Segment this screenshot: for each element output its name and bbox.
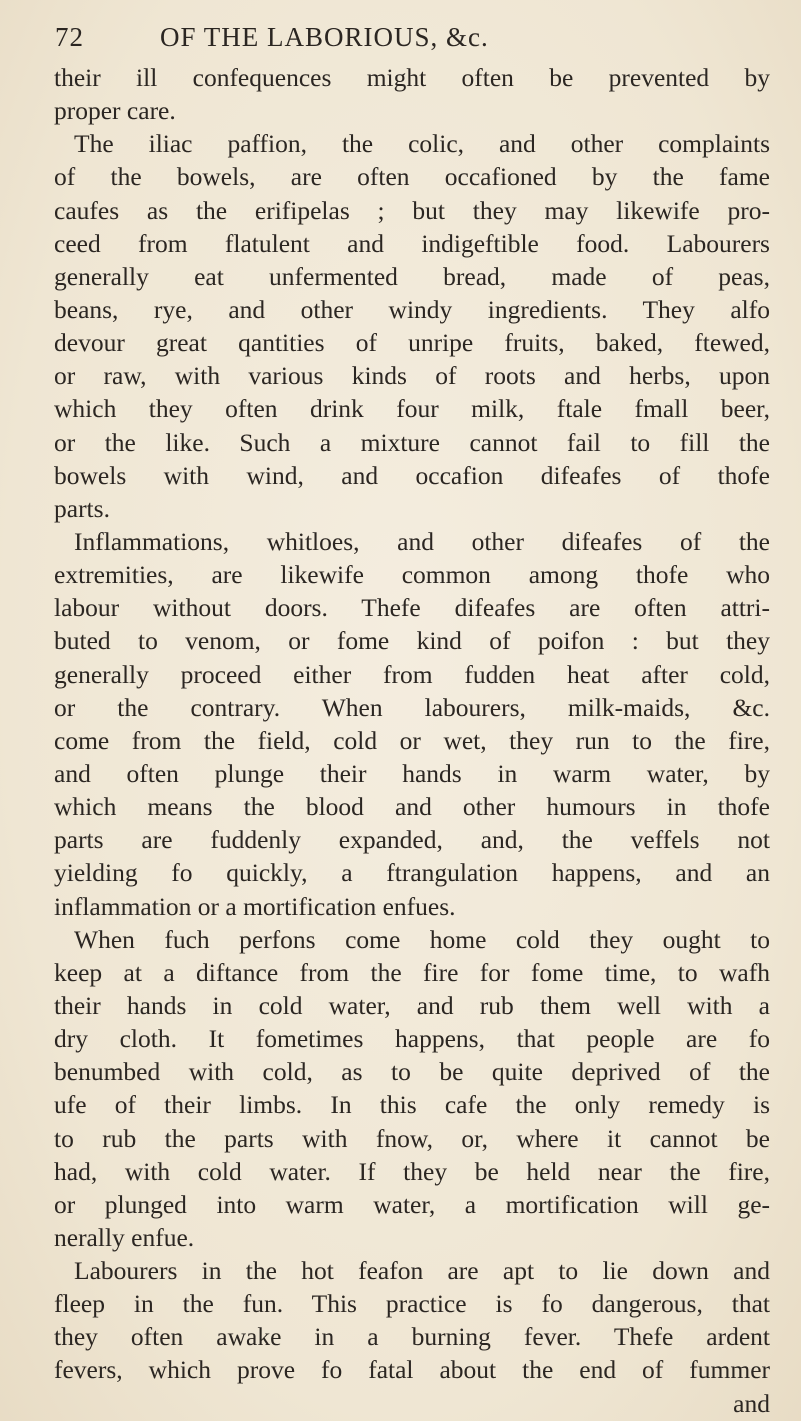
text-line: ufe of their limbs. In this cafe the only remedy is: [54, 1090, 770, 1120]
catchword: and: [733, 1388, 770, 1418]
text-line: they often awake in a burning fever. Thefe ardent: [54, 1322, 770, 1352]
text-line: had, with cold water. If they be held near the fire,: [54, 1156, 770, 1186]
text-line: bowels with wind, and occafion difeafes of thofe: [54, 460, 770, 490]
running-title: OF THE LABORIOUS, &c.: [160, 22, 489, 52]
text-line: or the like. Such a mixture cannot fail to fill the: [54, 427, 770, 457]
text-line: inflammation or a mortification enfues.: [54, 891, 456, 921]
text-line: The iliac paffion, the colic, and other complaints: [74, 129, 770, 159]
text-line: which they often drink four milk, ftale fmall beer,: [54, 394, 770, 424]
text-line: Labourers in the hot feafon are apt to lie down and: [74, 1256, 770, 1286]
text-line: When fuch perfons come home cold they ought to: [74, 924, 770, 954]
text-line: which means the blood and other humours in thofe: [54, 792, 770, 822]
text-line: caufes as the erifipelas ; but they may likewife pro-: [54, 195, 770, 225]
text-line: yielding fo quickly, a ftrangulation happens, and an: [54, 858, 770, 888]
text-line: and often plunge their hands in warm water, by: [54, 758, 770, 788]
text-line: generally eat unfermented bread, made of peas,: [54, 261, 770, 291]
page-header: [55, 22, 775, 56]
text-line: generally proceed either from fudden heat after cold,: [54, 659, 770, 689]
page-number: 72: [55, 22, 84, 52]
text-line: buted to venom, or fome kind of poifon : but they: [54, 626, 770, 656]
text-line: or plunged into warm water, a mortification will ge-: [54, 1189, 770, 1219]
text-line: extremities, are likewife common among thofe who: [54, 560, 770, 590]
text-line: or raw, with various kinds of roots and herbs, upon: [54, 361, 770, 391]
text-line: keep at a diftance from the fire for fome time, to wafh: [54, 957, 770, 987]
body-text: [54, 61, 770, 1420]
text-line: parts are fuddenly expanded, and, the veffels not: [54, 825, 770, 855]
text-line: labour without doors. Thefe difeafes are often attri-: [54, 593, 770, 623]
text-line: their hands in cold water, and rub them well with a: [54, 990, 770, 1020]
text-line: beans, rye, and other windy ingredients. They alfo: [54, 294, 770, 324]
text-line: fevers, which prove fo fatal about the end of fummer: [54, 1355, 770, 1385]
text-line: of the bowels, are often occafioned by the fame: [54, 162, 770, 192]
text-line: to rub the parts with fnow, or, where it cannot be: [54, 1123, 770, 1153]
text-line: come from the field, cold or wet, they run to the fire,: [54, 725, 770, 755]
text-line: their ill confequences might often be prevented by: [54, 63, 770, 92]
text-line: parts.: [54, 493, 110, 523]
text-line: or the contrary. When labourers, milk-maids, &c.: [54, 692, 770, 722]
text-line: nerally enfue.: [54, 1222, 195, 1252]
text-line: benumbed with cold, as to be quite deprived of the: [54, 1057, 770, 1087]
text-line: ceed from flatulent and indigeftible food. Labourers: [54, 228, 770, 258]
text-line: proper care.: [54, 96, 176, 126]
text-line: Inflammations, whitloes, and other difeafes of the: [74, 526, 770, 556]
text-line: fleep in the fun. This practice is fo dangerous, that: [54, 1289, 770, 1319]
text-line: dry cloth. It fometimes happens, that people are fo: [54, 1024, 770, 1054]
text-line: devour great qantities of unripe fruits, baked, ftewed,: [54, 328, 770, 358]
